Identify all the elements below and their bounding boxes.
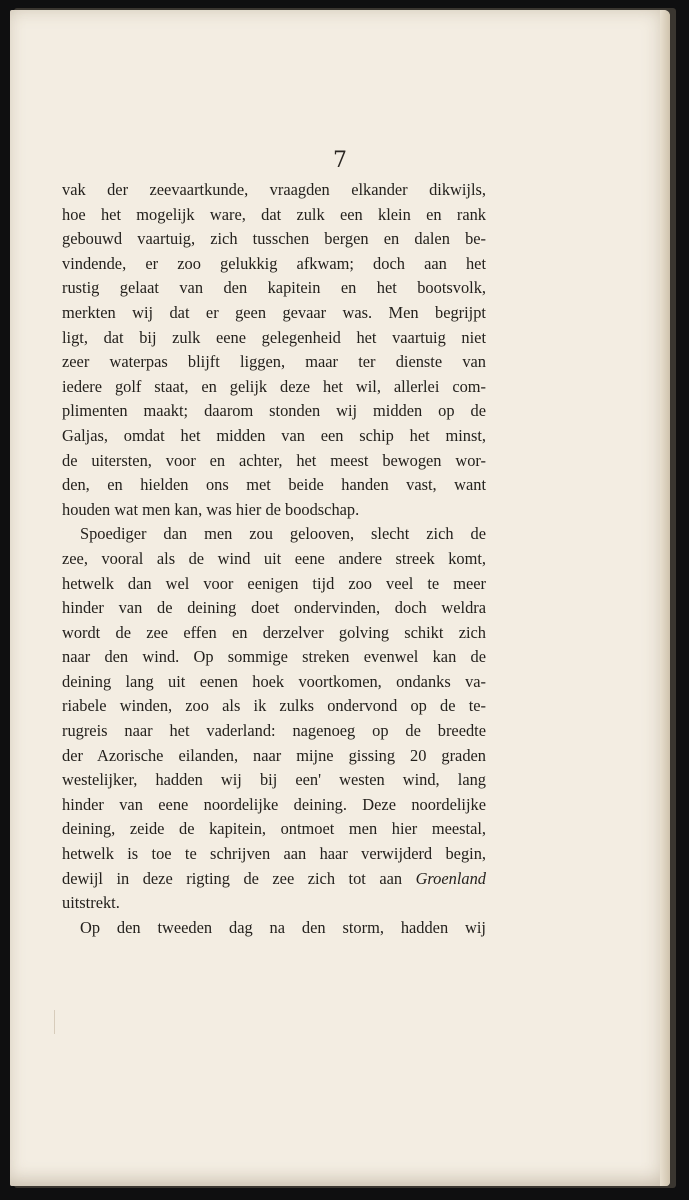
text-line: rugreis naar het vaderland: nagenoeg op de breedte (62, 721, 486, 741)
text-line: zee, vooral als de wind uit eene andere streek komt, (62, 548, 486, 568)
text-line: rustig gelaat van den kapitein en het bootsvolk, (62, 278, 486, 298)
text-line: hetwelk dan wel voor eenigen tijd zoo veel te meer (62, 573, 486, 593)
book-page (10, 10, 670, 1186)
text-line (62, 867, 486, 892)
text-line: naar den wind. Op sommige streken evenwel kan de (62, 647, 486, 667)
text-line: den, en hielden ons met beide handen vast, want (62, 475, 486, 495)
page-number: 7 (333, 148, 347, 173)
text-line: deining, zeide de kapitein, ontmoet men hier meestal, (62, 819, 486, 839)
text-line: hinder van de deining doet ondervinden, doch weldra (62, 598, 486, 618)
page-edge (660, 10, 670, 1186)
text-line: zeer waterpas blijft liggen, maar ter dienste van (62, 352, 486, 372)
text-line: ligt, dat bij zulk eene gelegenheid het vaartuig niet (62, 327, 486, 347)
text-line: hinder van eene noordelijke deining. Deze noordelijke (62, 794, 486, 814)
text-line: vak der zeevaartkunde, vraagden elkander dikwijls, (62, 180, 486, 199)
text-line: merkten wij dat er geen gevaar was. Men begrijpt (62, 302, 486, 322)
body-text (62, 178, 486, 940)
italic-place-name: Groenland (415, 868, 486, 888)
text-line: der Azorische eilanden, naar mijne gissing 20 graden (62, 745, 486, 765)
text-line: houden wat men kan, was hier de boodschap. (62, 499, 360, 519)
paragraph-start-line: Spoediger dan men zou gelooven, slecht zich de (80, 524, 486, 544)
text-line: vindende, er zoo gelukkig afkwam; doch aan het (62, 253, 486, 273)
text-line: westelijker, hadden wij bij een' westen wind, lang (62, 770, 486, 790)
paragraph-start-line: Op den tweeden dag na den storm, hadden wij (80, 917, 486, 937)
text-line: Galjas, omdat het midden van een schip het minst, (62, 425, 486, 445)
text-line: gebouwd vaartuig, zich tusschen bergen en dalen be- (62, 229, 486, 249)
text-line: deining lang uit eenen hoek voortkomen, ondanks va- (62, 671, 486, 691)
text-line: riabele winden, zoo als ik zulks ondervond op de te- (62, 696, 486, 716)
text-line: plimenten maakt; daarom stonden wij midden op de (62, 401, 486, 421)
text-line: hetwelk is toe te schrijven aan haar verwijderd begin, (62, 844, 486, 864)
text-segment: dewijl in deze rigting de zee zich tot aan (62, 868, 416, 888)
text-line: iedere golf staat, en gelijk deze het wil, allerlei com- (62, 376, 486, 396)
paper-crease-mark (54, 1010, 55, 1034)
text-line: wordt de zee effen en derzelver golving schikt zich (62, 622, 486, 642)
text-line: de uitersten, voor en achter, het meest bewogen wor- (62, 450, 486, 470)
text-line: hoe het mogelijk ware, dat zulk een klein en rank (62, 204, 486, 224)
text-line: uitstrekt. (62, 893, 120, 913)
